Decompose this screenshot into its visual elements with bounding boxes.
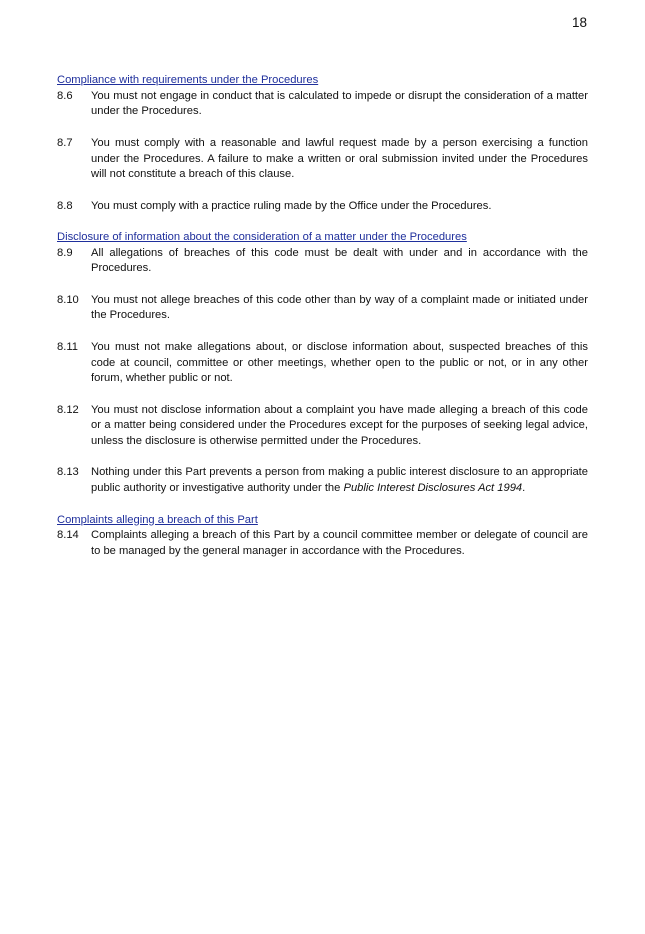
page-number: 18 [571,15,587,30]
clause-number: 8.6 [57,89,73,102]
section-heading: Disclosure of information about the consideration of a matter under the Procedures [57,230,467,243]
clause-text: Complaints alleging a breach of this Part by a council committee member or delegate of council are to be managed by the general manager in accordance with the Procedures. [91,529,588,557]
clause-text [91,465,588,496]
clause-8-12 [57,403,588,450]
document-body [57,73,588,560]
clause-text: You must not engage in conduct that is calculated to impede or disrupt the consideration of a matter under the Procedures. [91,89,588,118]
clause-8-13 [57,465,588,496]
clause-number: 8.13 [57,466,79,479]
clause-8-8 [57,199,588,215]
clause-text: You must comply with a practice ruling made by the Office under the Procedures. [91,199,492,212]
clause-number: 8.11 [57,340,78,353]
clause-number: 8.9 [57,246,73,259]
act-title: Public Interest Disclosures Act 1994 [343,482,523,495]
clause-number: 8.14 [57,529,79,542]
clause-8-14 [57,528,588,559]
clause-8-6 [57,89,588,120]
clause-8-10 [57,293,588,324]
clause-text: You must not make allegations about, or disclose information about, suspected breaches of this code at council, committee or other meetings, whether open to the public or not, or in any other forum, whether public or not. [91,340,588,385]
clause-text: You must comply with a reasonable and lawful request made by a person exercising a function under the Procedures. A failure to make a written or oral submission invited under the Procedures will not constitute a breach of this clause. [91,136,588,181]
clause-number: 8.7 [57,136,73,149]
clause-8-7 [57,136,588,183]
clause-text-part: Nothing under this Part prevents a person from making a public interest disclosure to an appropriate public authority or investigative authority under the [91,466,588,495]
clause-number: 8.8 [57,199,73,212]
clause-text-part: . [522,482,526,495]
clause-text: All allegations of breaches of this code must be dealt with under and in accordance with the Procedures. [91,246,588,275]
clause-8-11 [57,340,588,387]
clause-number: 8.10 [57,293,79,306]
clause-8-9 [57,246,588,277]
clause-text: You must not disclose information about a complaint you have made alleging a breach of this code or a matter being considered under the Procedures except for the purposes of seeking legal advice, unless the disclosure is otherwise permitted under the Procedures. [91,403,588,448]
section-heading: Compliance with requirements under the Procedures [57,74,319,86]
clause-text: You must not allege breaches of this code other than by way of a complaint made or initiated under the Procedures. [91,293,588,322]
clause-number: 8.12 [57,403,79,416]
section-heading: Complaints alleging a breach of this Part [57,513,258,526]
